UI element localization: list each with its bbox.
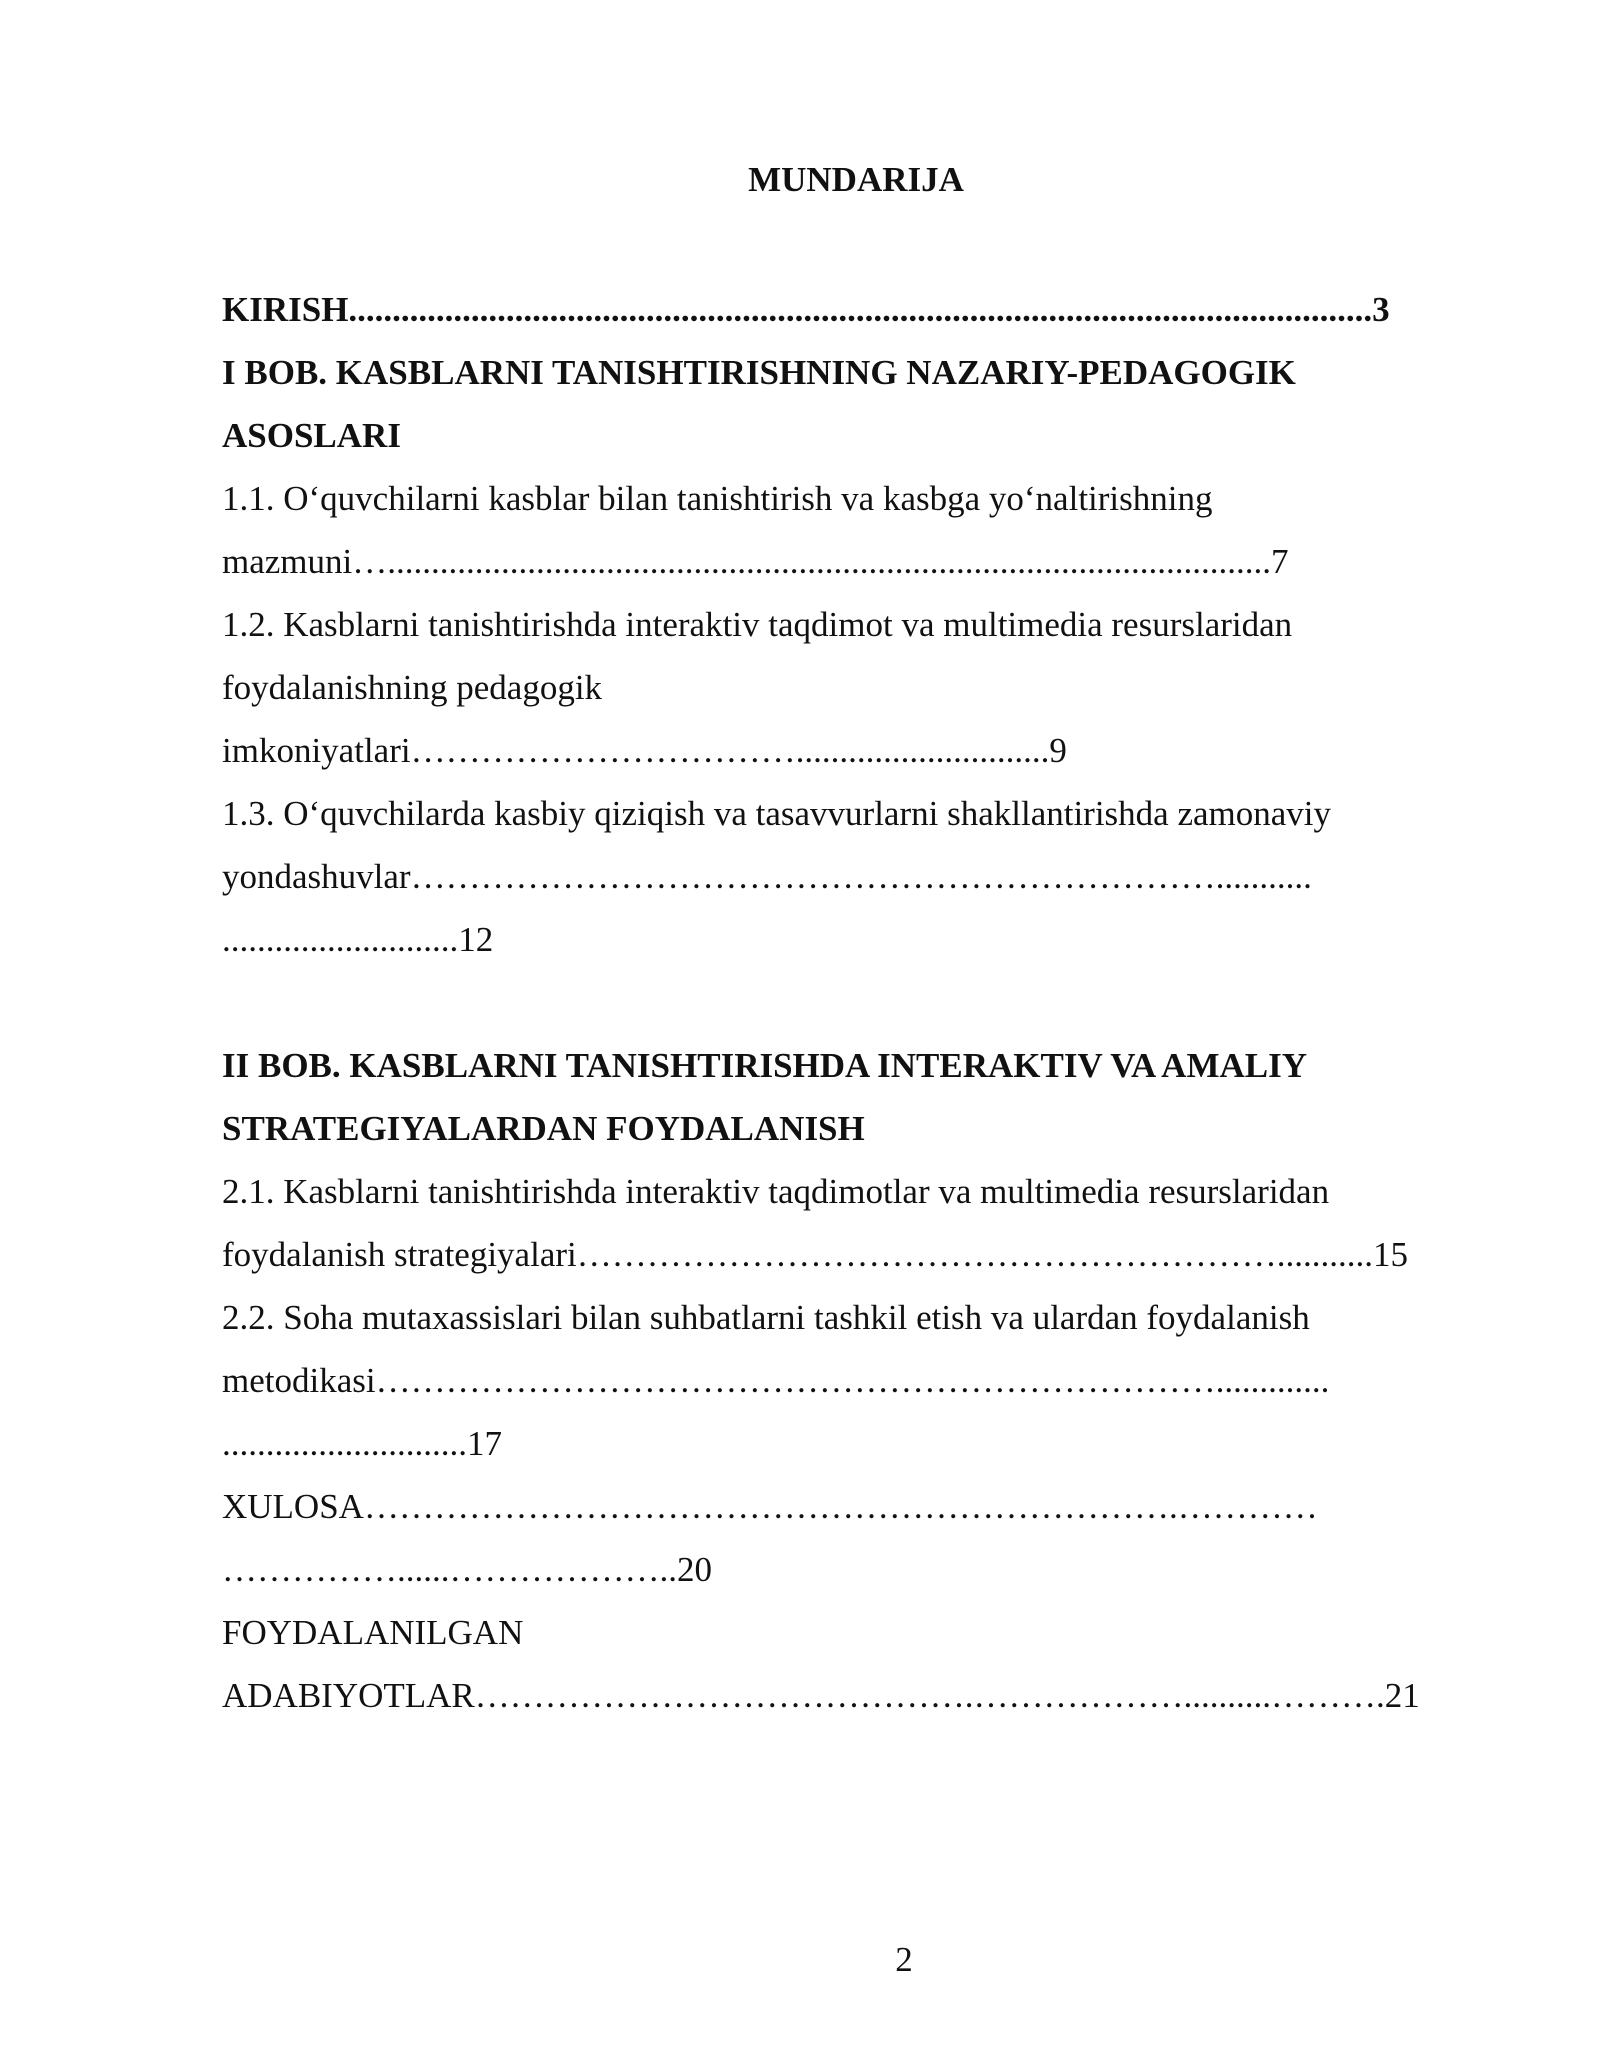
toc-chapter-2-title: II BOB. KASBLARNI TANISHTIRISHDA INTERAKTIV VA AMALIY — [222, 1046, 1307, 1085]
toc-section-2-2-cont-2: ............................17 — [222, 1424, 502, 1463]
toc-entry-xulosa: XULOSA…………………………………………………………….………… — [222, 1487, 1318, 1526]
toc-section-2-1: 2.1. Kasblarni tanishtirishda interaktiv taqdimotlar va multimedia resurslaridan — [222, 1172, 1330, 1211]
page-number: 2 — [895, 1940, 913, 1979]
toc-section-1-2-cont-2: imkoniyatlari…………………………….............................9 — [222, 731, 1067, 770]
toc-chapter-1-title: I BOB. KASBLARNI TANISHTIRISHNING NAZARIY-PEDAGOGIK — [222, 353, 1296, 392]
toc-chapter-2-title-cont: STRATEGIYALARDAN FOYDALANISH — [222, 1109, 865, 1148]
toc-section-2-2: 2.2. Soha mutaxassislari bilan suhbatlarni tashkil etish va ulardan foydalanish — [222, 1298, 1310, 1337]
page-title: MUNDARIJA — [748, 160, 964, 199]
toc-section-1-3-cont: yondashuvlar……………………………………………………………........... — [222, 857, 1312, 896]
toc-section-2-2-cont: metodikasi………………………………………………………………............. — [222, 1361, 1330, 1400]
toc-entry-references: FOYDALANILGAN — [222, 1613, 524, 1652]
toc-entry-references-cont: ADABIYOTLAR…………………………………….………………..........……….21 — [222, 1676, 1420, 1715]
toc-entry-kirish: KIRISH.....................................................................................................................3 — [222, 290, 1390, 329]
table-of-contents — [222, 278, 1492, 1727]
toc-section-2-1-cont: foydalanish strategiyalari……………………………………………………...........15 — [222, 1235, 1408, 1274]
toc-section-1-3: 1.3. O‘quvchilarda kasbiy qiziqish va tasavvurlarni shakllantirishda zamonaviy — [222, 794, 1332, 833]
toc-section-1-2: 1.2. Kasblarni tanishtirishda interaktiv taqdimot va multimedia resurslaridan — [222, 605, 1293, 644]
toc-chapter-1-title-cont: ASOSLARI — [222, 416, 401, 455]
toc-section-1-1-cont: mazmuni….....................................................................................................7 — [222, 542, 1289, 581]
toc-section-1-2-cont: foydalanishning pedagogik — [222, 668, 603, 707]
toc-section-1-3-cont-2: ...........................12 — [222, 920, 494, 959]
toc-entry-xulosa-cont: ……………......………………..20 — [222, 1550, 712, 1589]
toc-section-1-1: 1.1. O‘quvchilarni kasblar bilan tanishtirish va kasbga yo‘naltirishning — [222, 479, 1213, 518]
toc-spacer — [222, 971, 1492, 1034]
